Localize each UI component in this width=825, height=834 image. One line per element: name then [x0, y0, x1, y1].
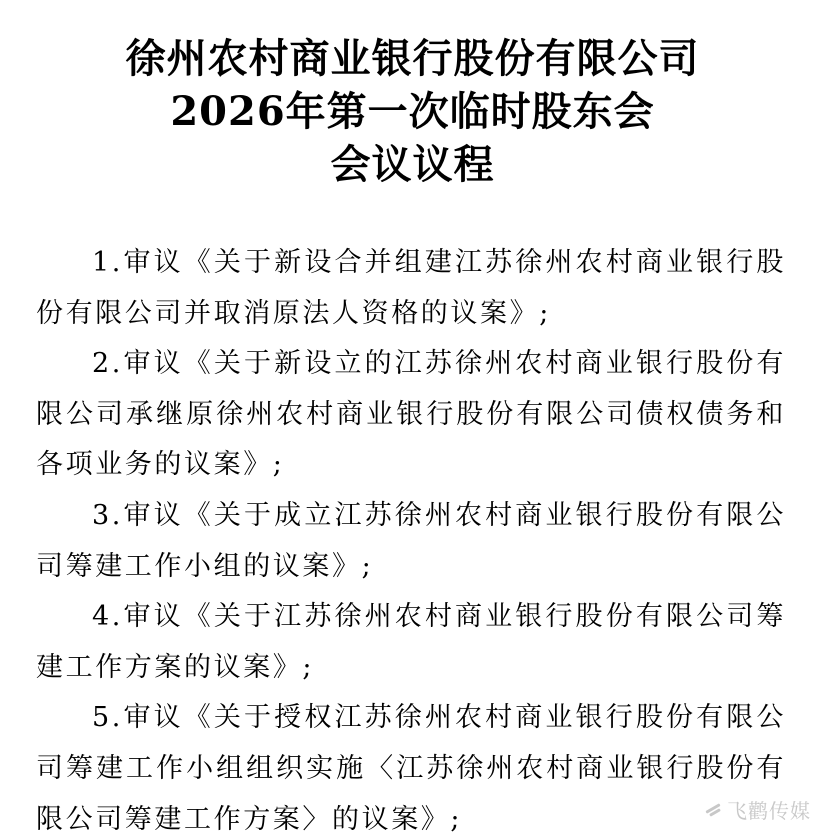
- title-line-bank-name: 徐州农村商业银行股份有限公司: [125, 35, 700, 82]
- agenda-list: [36, 238, 786, 834]
- bird-logo-icon: [705, 803, 723, 817]
- watermark-text: 飞鹳传媒: [727, 799, 811, 823]
- agenda-item-3: 3.审议《关于成立江苏徐州农村商业银行股份有限公司筹建工作小组的议案》;: [36, 499, 786, 582]
- agenda-item-1: 1.审议《关于新设合并组建江苏徐州农村商业银行股份有限公司并取消原法人资格的议案》;: [36, 247, 786, 329]
- agenda-item-5: 5.审议《关于授权江苏徐州农村商业银行股份有限公司筹建工作小组组织实施〈江苏徐州农村商业银行股份有限公司筹建工作方案〉的议案》;: [36, 702, 786, 834]
- title-line-meeting: 2026年第一次临时股东会: [170, 88, 655, 135]
- agenda-item-2: 2.审议《关于新设立的江苏徐州农村商业银行股份有限公司承继原徐州农村商业银行股份有限公司债权债务和各项业务的议案》;: [36, 348, 786, 481]
- agenda-item-4: 4.审议《关于江苏徐州农村商业银行股份有限公司筹建工作方案的议案》;: [36, 601, 786, 683]
- title-line-agenda: 会议议程: [330, 141, 495, 188]
- document-title: [0, 32, 825, 191]
- watermark: [705, 795, 811, 824]
